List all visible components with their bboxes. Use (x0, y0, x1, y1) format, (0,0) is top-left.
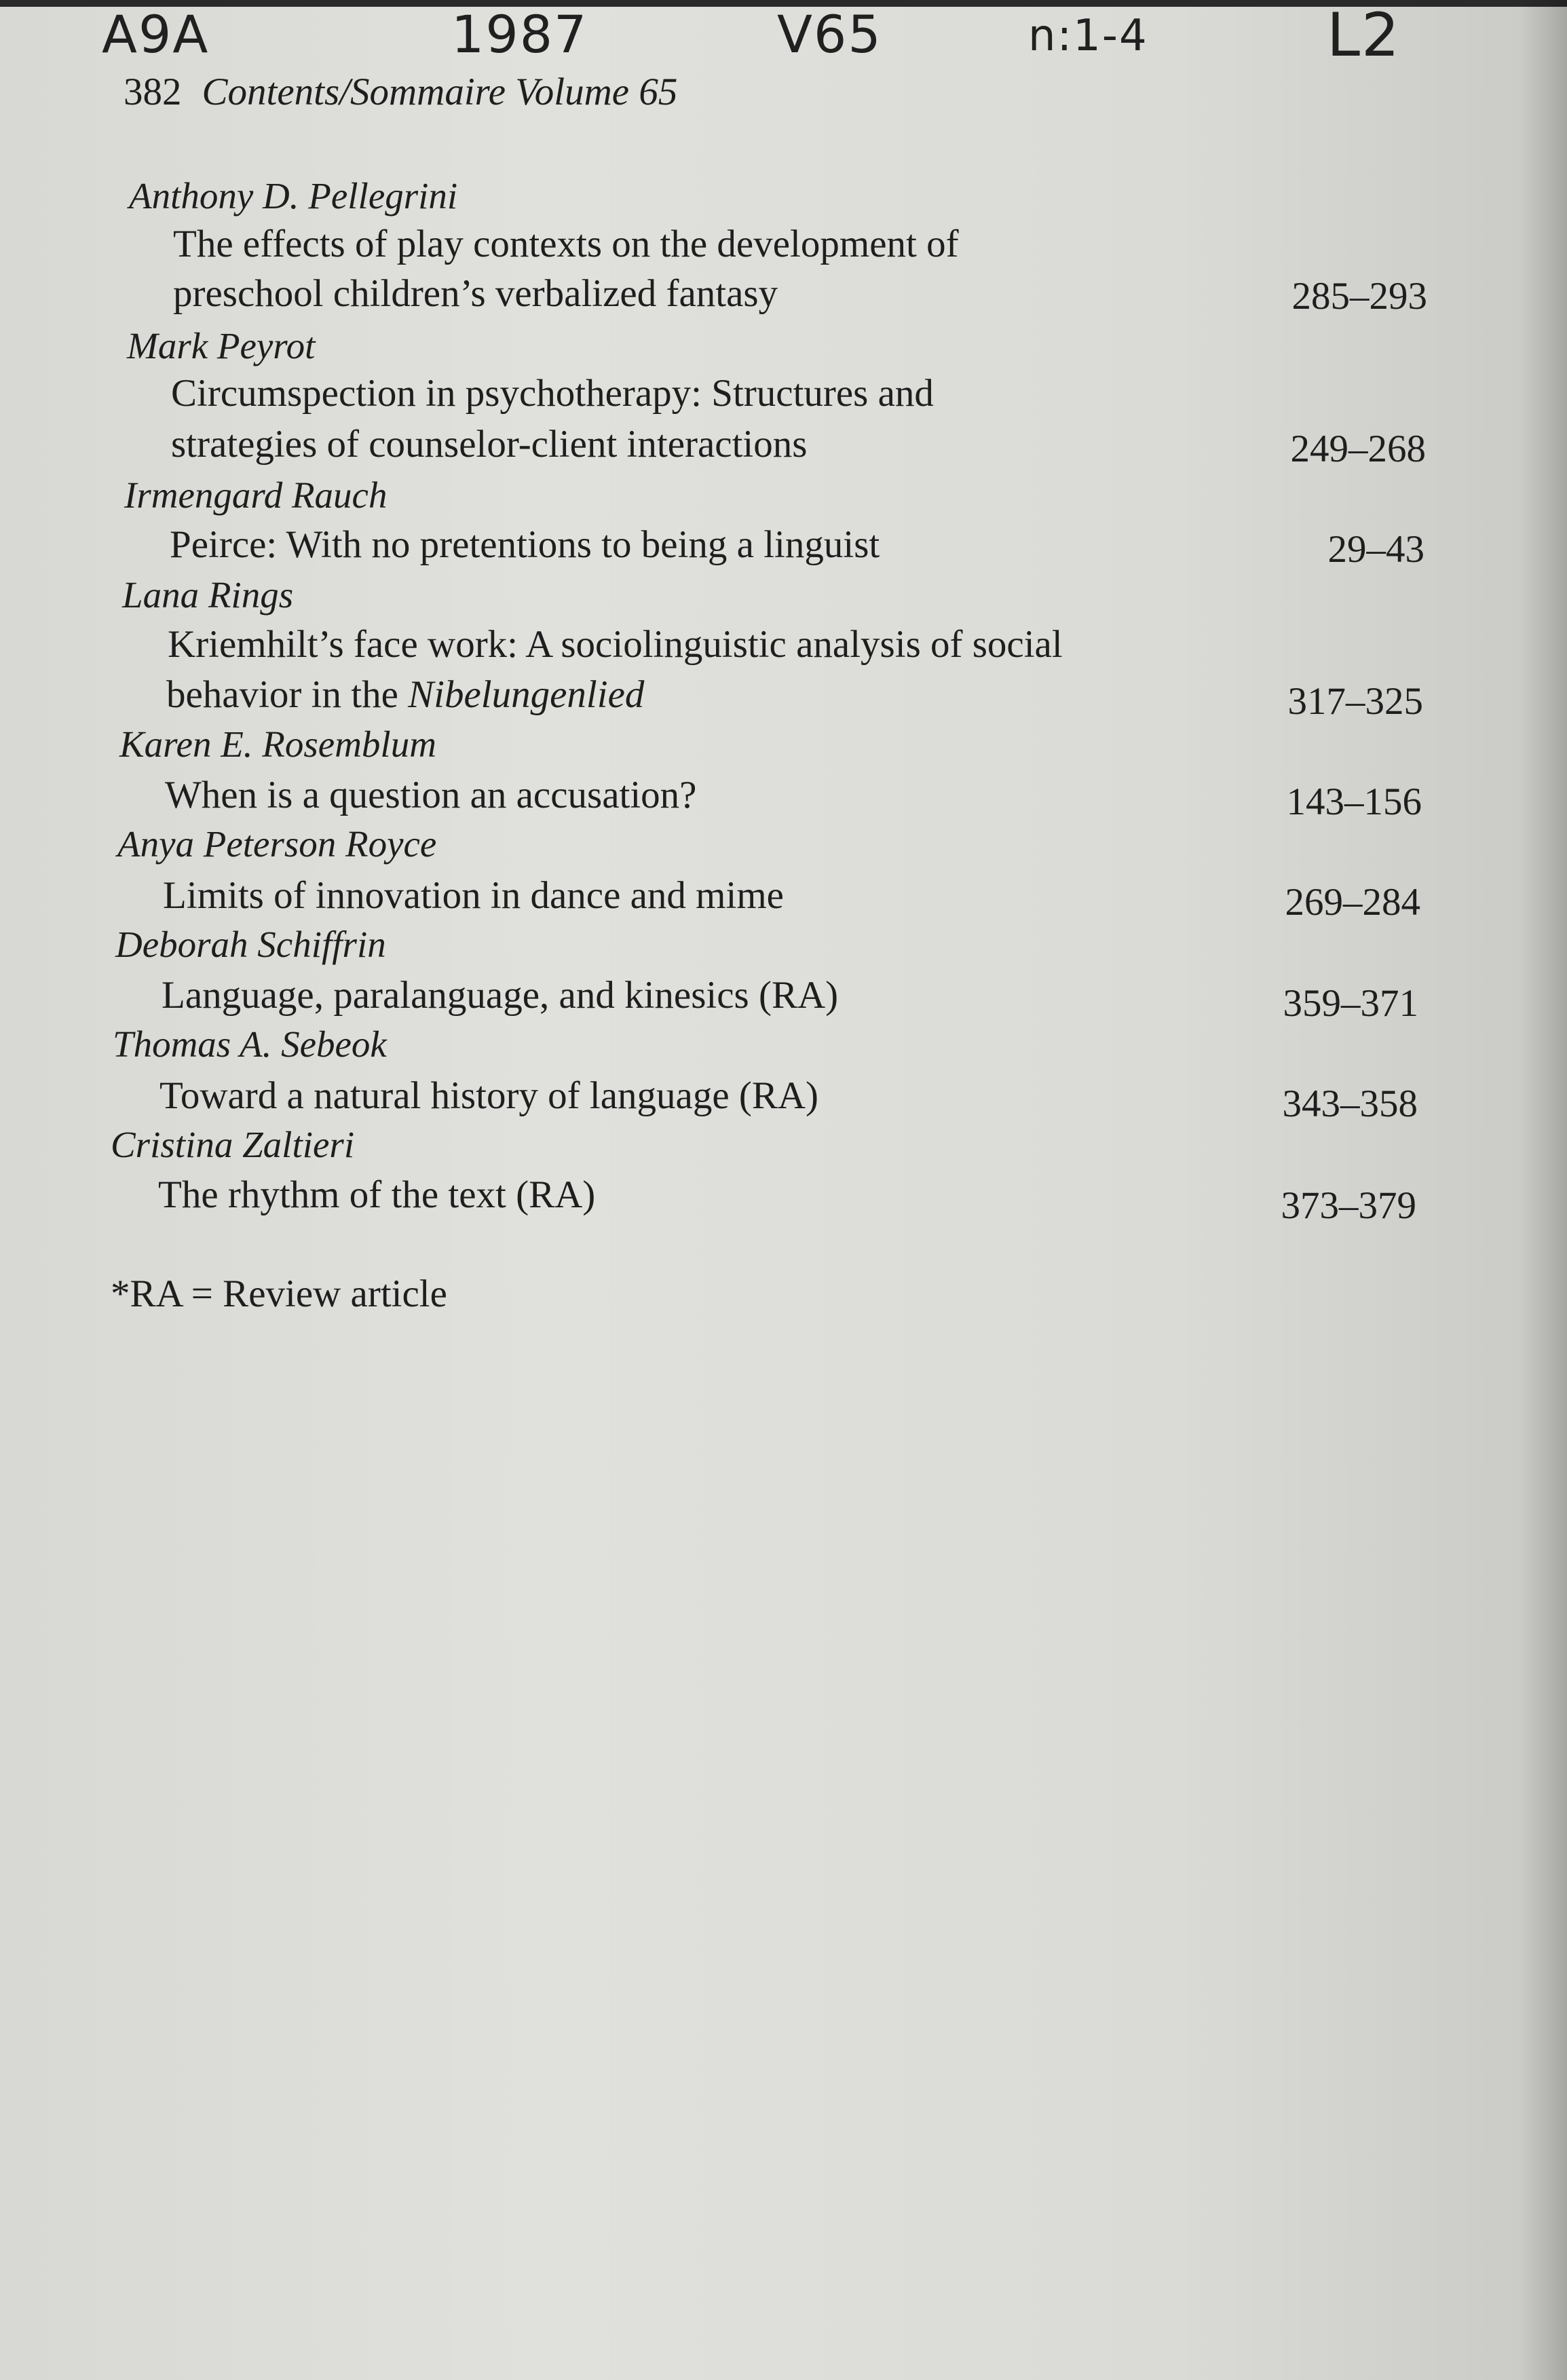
entry-pages: 143–156 (1286, 780, 1422, 823)
handwritten-note: n:1-4 (1028, 11, 1148, 61)
entry-title-line: Peirce: With no pretentions to being a linguist (170, 523, 880, 566)
handwritten-note: L2 (1327, 0, 1401, 70)
running-head (124, 70, 677, 114)
handwritten-note: A9A (102, 4, 210, 64)
entry-author: Deborah Schiffrin (115, 924, 386, 965)
entry-pages: 373–379 (1281, 1184, 1416, 1227)
entry-pages: 317–325 (1287, 680, 1423, 723)
entry-author: Irmengard Rauch (124, 474, 388, 516)
entry-title-line: Circumspection in psychotherapy: Structures and (171, 372, 934, 415)
page-title: Contents/Sommaire Volume 65 (202, 71, 678, 113)
entry-author: Anthony D. Pellegrini (129, 175, 458, 216)
entry-title-line: The effects of play contexts on the development of (173, 223, 959, 265)
entry-title-line: strategies of counselor-client interactions (171, 423, 808, 466)
entry-pages: 29–43 (1327, 528, 1424, 571)
handwritten-note: 1987 (451, 4, 588, 64)
entry-title-line (166, 673, 644, 717)
entry-pages: 343–358 (1282, 1082, 1418, 1125)
handwritten-note: V65 (777, 4, 882, 64)
page-shadow (1519, 0, 1567, 2380)
entry-author: Lana Rings (122, 574, 294, 616)
entry-author: Karen E. Rosemblum (119, 723, 436, 765)
entry-pages: 359–371 (1283, 982, 1418, 1025)
entry-title-line: Toward a natural history of language (RA) (159, 1074, 819, 1117)
footnote: *RA = Review article (111, 1272, 447, 1315)
entry-pages: 269–284 (1285, 881, 1420, 924)
entry-title-line: The rhythm of the text (RA) (158, 1173, 596, 1216)
entry-title-line: When is a question an accusation? (165, 774, 697, 816)
entry-author: Thomas A. Sebeok (113, 1023, 387, 1065)
entry-title-italic: Nibelungenlied (408, 673, 645, 716)
page-number: 382 (124, 71, 182, 113)
entry-author: Anya Peterson Royce (117, 823, 437, 865)
entry-author: Cristina Zaltieri (111, 1124, 355, 1165)
entry-title-line: Language, paralanguage, and kinesics (RA) (162, 974, 839, 1017)
entry-title-line: Kriemhilt’s face work: A sociolinguistic analysis of social (168, 623, 1063, 666)
entry-author: Mark Peyrot (127, 325, 316, 366)
entry-title-text: behavior in the (166, 673, 409, 716)
entry-title-line: preschool children’s verbalized fantasy (173, 272, 778, 315)
entry-title-line: Limits of innovation in dance and mime (163, 874, 784, 917)
entry-pages: 285–293 (1291, 275, 1427, 318)
entry-pages: 249–268 (1290, 428, 1426, 470)
